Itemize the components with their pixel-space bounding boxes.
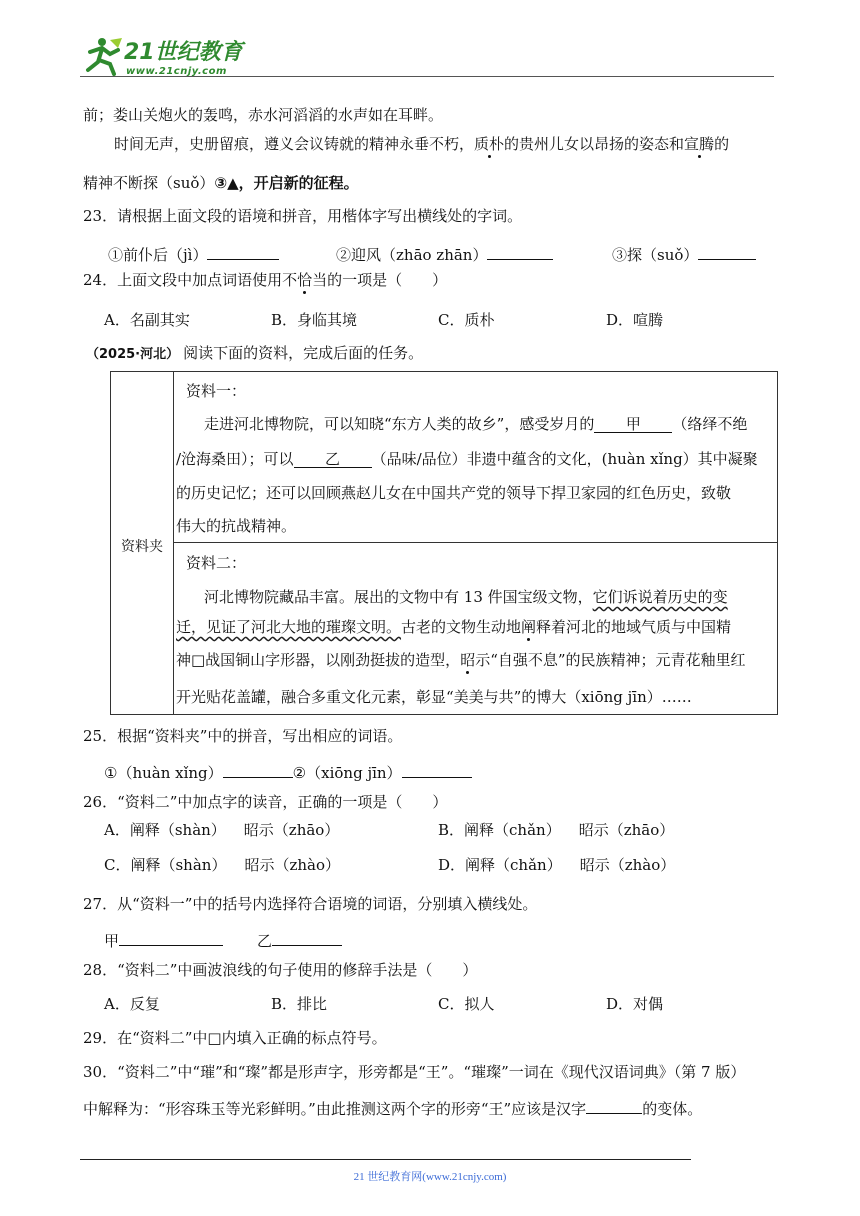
q23-item-2: ②迎风（zhāo zhān） — [336, 245, 553, 263]
material-1-line-1: 走进河北博物院，可以知晓“东方人类的故乡”，感受岁月的 甲 （络绎不绝 — [204, 415, 748, 433]
material-1-line-2: /沧海桑田）；可以 乙 （品味/品位）非遗中蕴含的文化，(huàn xǐng）其中凝聚 — [176, 450, 758, 468]
runner-logo-icon — [80, 36, 124, 76]
q28-option-a: A．反复 — [104, 995, 160, 1013]
box-divider — [174, 542, 777, 543]
q24-stem: 24．上面文段中加点词语使用不恰当的一项是（ ） — [83, 271, 448, 289]
q27-stem: 27．从“资料一”中的括号内选择符合语境的词语，分别填入横线处。 — [83, 895, 538, 913]
footer-rule — [80, 1159, 691, 1160]
material-2-line-4: 开光贴花盖罐，融合多重文化元素，彰显“美美与共”的博大（xiōng jīn）…… — [176, 688, 692, 706]
q28-stem: 28．“资料二”中画波浪线的句子使用的修辞手法是（ ） — [83, 961, 478, 979]
q26-option-a: A．阐释（shàn） 昭示（zhāo） — [104, 821, 340, 839]
box-label: 资料夹 — [121, 539, 163, 555]
q26-option-d: D．阐释（chǎn） 昭示（zhào） — [438, 856, 676, 874]
q26-option-b: B．阐释（chǎn） 昭示（zhāo） — [438, 821, 675, 839]
q26-stem: 26．“资料二”中加点字的读音，正确的一项是（ ） — [83, 793, 448, 811]
header-rule — [80, 76, 774, 77]
site-logo — [80, 36, 250, 80]
q25-items: ①（huàn xǐng） ②（xiōng jīn） — [104, 763, 472, 781]
passage-line-1: 前；娄山关炮火的轰鸣，赤水河滔滔的水声如在耳畔。 — [83, 106, 444, 124]
q26-option-c: C．阐释（shàn） 昭示（zhào） — [104, 856, 340, 874]
wavy-sentence: 它们诉说着历史的变 — [592, 588, 728, 606]
q28-option-c: C．拟人 — [438, 995, 495, 1013]
material-2-line-3: 神□战国铜山字形器，以刚劲挺拔的造型，昭示“自强不息”的民族精神；元青花釉里红 — [176, 651, 746, 669]
footer-link[interactable]: 21 世纪教育网(www.21cnjy.com) — [353, 1171, 507, 1183]
logo-text: 21世纪教育 — [124, 40, 243, 65]
q24-option-c: C．质朴 — [438, 311, 495, 329]
logo-url: www.21cnjy.com — [126, 66, 227, 77]
passage-line-2: 时间无声，史册留痕，遵义会议铸就的精神永垂不朽，质朴的贵州儿女以昂扬的姿态和宣腾的 — [114, 135, 730, 153]
material-2-title: 资料二： — [186, 554, 247, 572]
q28-option-d: D．对偶 — [606, 995, 664, 1013]
q23-item-3: ③探（suǒ） — [612, 245, 756, 263]
material-1-line-3: 的历史记忆；还可以回顾燕赵儿女在中国共产党的领导下捍卫家园的红色历史，致敬 — [176, 484, 732, 502]
q25-stem: 25．根据“资料夹”中的拼音，写出相应的词语。 — [83, 727, 403, 745]
q30-line-1: 30．“资料二”中“璀”和“璨”都是形声字，形旁都是“王”。“璀璨”一词在《现代汉语词典》（第 7 版） — [83, 1063, 746, 1081]
q27-items: 甲 乙 — [104, 931, 342, 949]
section-source: （2025·河北） 阅读下面的资料，完成后面的任务。 — [86, 344, 424, 362]
material-2-line-2: 迁，见证了河北大地的璀璨文明。古老的文物生动地阐释着河北的地域气质与中国精 — [176, 618, 732, 636]
q23-stem: 23．请根据上面文段的语境和拼音，用楷体字写出横线处的字词。 — [83, 207, 523, 225]
material-1-title: 资料一： — [186, 382, 247, 400]
dotted-word-zhipu: 质朴 — [474, 135, 505, 153]
q29-stem: 29．在“资料二”中□内填入正确的标点符号。 — [83, 1029, 387, 1047]
q30-line-2: 中解释为：“形容珠玉等光彩鲜明。”由此推测这两个字的形旁“王”应该是汉字 的变体。 — [83, 1100, 703, 1118]
q28-option-b: B．排比 — [271, 995, 328, 1013]
passage-line-3: 精神不断探（suǒ）③▲，开启新的征程。 — [83, 174, 359, 192]
q24-option-b: B．身临其境 — [271, 311, 358, 329]
material-1-line-4: 伟大的抗战精神。 — [176, 517, 297, 535]
material-2-line-1: 河北博物院藏品丰富。展出的文物中有 13 件国宝级文物，它们诉说着历史的变 — [204, 588, 728, 606]
q23-item-1: ①前仆后（jì） — [108, 245, 279, 263]
box-label-cell — [111, 372, 174, 714]
q24-option-d: D．喧腾 — [606, 311, 664, 329]
q24-option-a: A．名副其实 — [104, 311, 190, 329]
dotted-word-xuanteng: 宣腾 — [684, 135, 715, 153]
